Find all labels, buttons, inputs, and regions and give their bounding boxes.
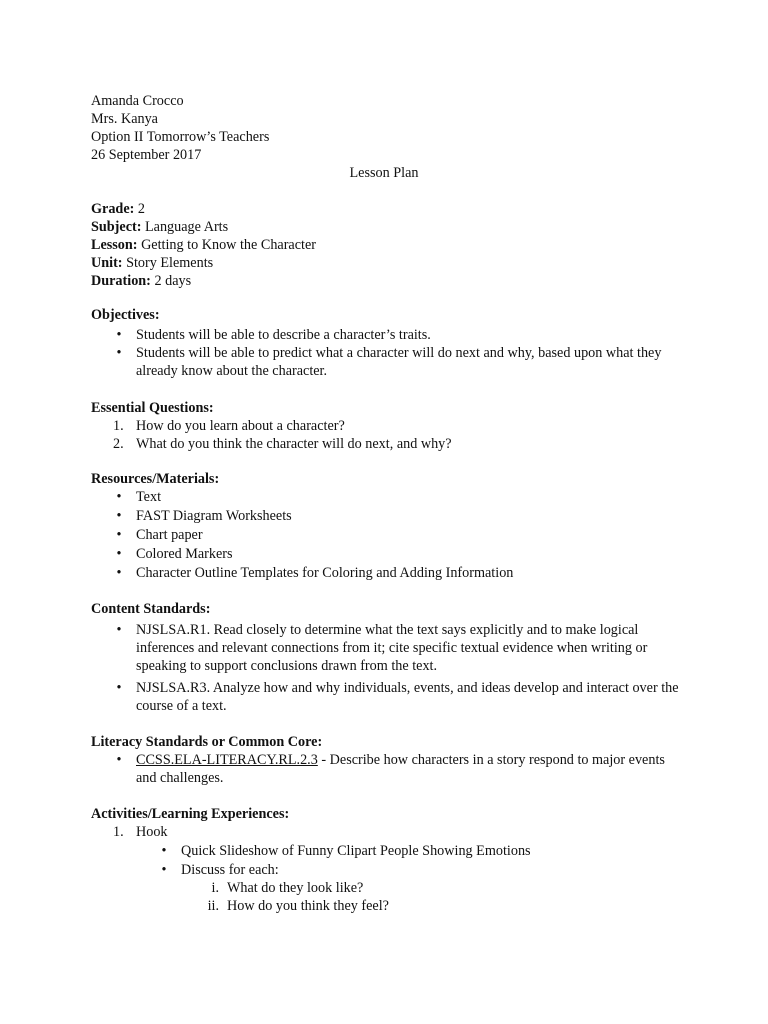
list-item [91,344,681,380]
lesson-line [91,236,681,254]
resources-section [91,470,681,583]
activities-section [91,805,681,915]
grade-value: 2 [134,201,145,217]
activity-sub-text: How do you think they feel? [227,898,389,914]
lesson-value: Getting to Know the Character [137,237,316,253]
list-item [91,751,681,787]
content-standards-section [91,600,681,715]
lesson-label: Lesson: [91,237,138,253]
question-text: How do you learn about a character? [136,418,345,434]
objectives-section [91,306,681,380]
list-item [91,526,681,545]
number-marker: 2. [113,436,124,452]
duration-label: Duration: [91,273,151,289]
unit-line [91,254,681,272]
literacy-heading: Literacy Standards or Common Core: [91,734,323,750]
activity-step: Hook [136,824,168,840]
standard-text: NJSLSA.R1. Read closely to determine what the text says explicitly and to make logical inferences and relevant connections from it; cite specific textual evidence when writing or speaking to support conclusions drawn from the text. [136,622,648,674]
duration-line [91,272,681,290]
activities-heading: Activities/Learning Experiences: [91,806,290,822]
objectives-heading: Objectives: [91,307,160,323]
list-item [91,842,681,860]
standard-text: NJSLSA.R3. Analyze how and why individuals, events, and ideas develop and interact over the course of a text. [136,680,679,714]
resource-text: Character Outline Templates for Coloring and Adding Information [136,565,514,581]
standard-link[interactable]: CCSS.ELA-LITERACY.RL.2.3 [136,752,318,768]
page-title: Lesson Plan [349,165,419,181]
literacy-section [91,733,681,787]
bullet-icon: • [116,622,122,638]
list-item [91,861,681,879]
list-item [91,897,681,915]
program-name: Option II Tomorrow’s Teachers [91,129,270,145]
content-standards-heading: Content Standards: [91,601,211,617]
number-marker: 1. [113,418,124,434]
list-item [91,435,681,453]
roman-marker: i. [211,880,219,896]
question-text: What do you think the character will do next, and why? [136,436,452,452]
activity-bullet-text: Discuss for each: [181,862,279,878]
bullet-icon: • [116,327,122,343]
bullet-icon: • [116,565,122,581]
bullet-icon: • [116,752,122,768]
list-item [91,326,681,344]
grade-line [91,200,681,218]
list-item [91,507,681,526]
subject-label: Subject: [91,219,142,235]
unit-value: Story Elements [122,255,214,271]
number-marker: 1. [113,824,124,840]
resource-text: FAST Diagram Worksheets [136,508,292,524]
bullet-icon: • [116,489,122,505]
bullet-icon: • [161,862,167,878]
activity-bullet-text: Quick Slideshow of Funny Clipart People Showing Emotions [181,843,531,859]
resource-text: Chart paper [136,527,203,543]
list-item [91,564,681,583]
objective-text: Students will be able to describe a character’s traits. [136,327,431,343]
lesson-info [91,200,681,290]
grade-label: Grade: [91,201,135,217]
bullet-icon: • [161,843,167,859]
subject-value: Language Arts [141,219,229,235]
resources-heading: Resources/Materials: [91,471,220,487]
list-item [91,879,681,897]
roman-marker: ii. [207,898,219,914]
activity-sub-text: What do they look like? [227,880,364,896]
literacy-text: - Describe how characters in a story respond to major events and challenges. [136,752,665,786]
list-item [91,545,681,564]
resource-text: Text [136,489,162,505]
list-item [91,679,681,715]
questions-section [91,399,681,453]
bullet-icon: • [116,527,122,543]
unit-label: Unit: [91,255,123,271]
author-name: Amanda Crocco [91,93,184,109]
subject-line [91,218,681,236]
bullet-icon: • [116,508,122,524]
header-block [91,92,681,164]
bullet-icon: • [116,680,122,696]
resource-text: Colored Markers [136,546,233,562]
list-item [91,621,681,675]
list-item [91,823,681,841]
duration-value: 2 days [150,273,192,289]
bullet-icon: • [116,546,122,562]
questions-heading: Essential Questions: [91,400,214,416]
list-item [91,488,681,507]
objective-text: Students will be able to predict what a character will do next and why, based upon what they already know about the character. [136,345,662,379]
list-item [91,417,681,435]
date: 26 September 2017 [91,147,202,163]
bullet-icon: • [116,345,122,361]
teacher-name: Mrs. Kanya [91,111,158,127]
